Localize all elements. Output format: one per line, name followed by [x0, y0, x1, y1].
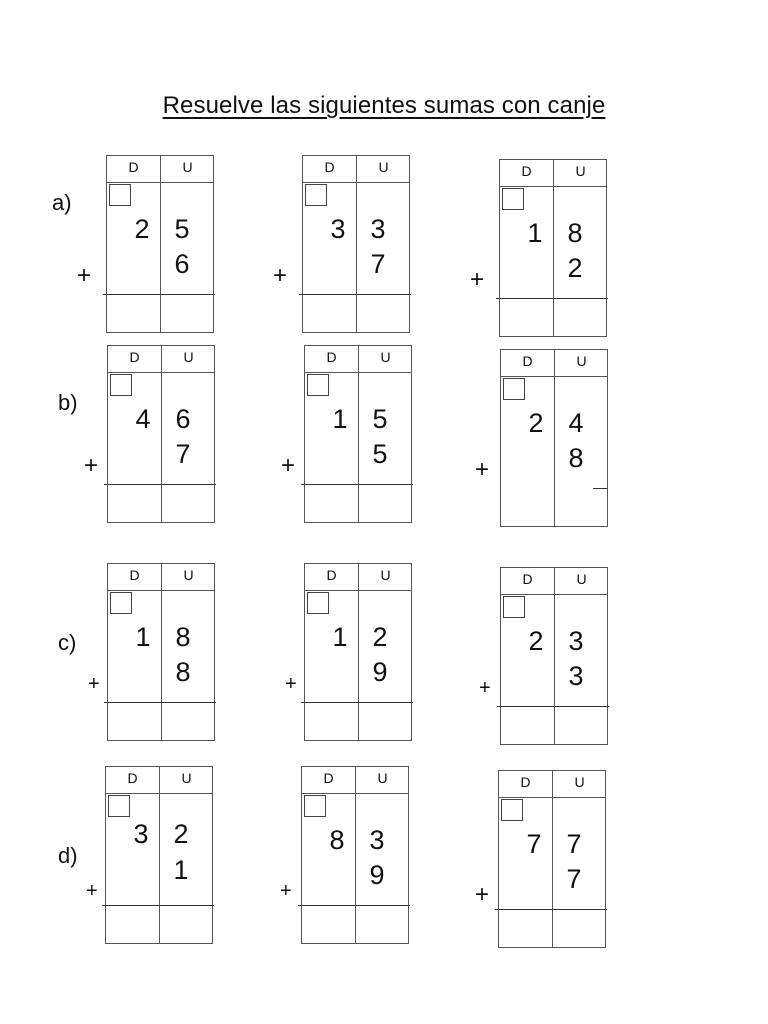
sum-line — [496, 298, 608, 299]
plus-sign: + — [475, 881, 490, 908]
top-units-digit: 4 — [568, 408, 584, 438]
units-header: U — [574, 774, 585, 790]
column-divider — [161, 564, 162, 740]
sum-line — [102, 905, 214, 906]
bottom-units-digit: 7 — [370, 249, 386, 279]
plus-sign: + — [285, 673, 297, 695]
top-tens-digit: 4 — [135, 404, 151, 434]
top-units-digit: 6 — [175, 404, 191, 434]
carry-box[interactable] — [501, 799, 523, 821]
top-units-digit: 3 — [568, 626, 584, 656]
column-divider — [552, 771, 553, 947]
row-label-b: b) — [58, 390, 78, 415]
addition-problem-d2 — [280, 766, 409, 944]
page-title: Resuelve las siguientes sumas con canje — [162, 92, 606, 119]
sum-line — [299, 294, 411, 295]
addition-problem-d3 — [475, 770, 606, 948]
carry-box[interactable] — [304, 795, 326, 817]
addition-problem-c2 — [285, 563, 412, 741]
top-tens-digit: 2 — [528, 626, 544, 656]
bottom-units-digit: 7 — [175, 439, 191, 469]
sum-line — [298, 905, 410, 906]
tens-header: D — [129, 567, 140, 583]
top-tens-digit: 1 — [332, 622, 348, 652]
carry-box[interactable] — [503, 378, 525, 400]
sum-line — [497, 706, 609, 707]
plus-sign: + — [479, 677, 491, 699]
top-units-digit: 2 — [173, 819, 189, 849]
top-units-digit: 2 — [372, 622, 388, 652]
column-divider — [161, 346, 162, 522]
units-header: U — [377, 770, 388, 786]
bottom-units-digit: 8 — [568, 443, 584, 473]
top-tens-digit: 7 — [526, 829, 542, 859]
addition-problem-c3 — [479, 567, 608, 745]
tens-header: D — [127, 770, 138, 786]
row-label-d: d) — [58, 843, 78, 868]
addition-problem-a1 — [77, 155, 214, 333]
addition-problem-b3 — [475, 349, 608, 527]
top-tens-digit: 8 — [329, 825, 345, 855]
tens-header: D — [323, 770, 334, 786]
column-divider — [355, 767, 356, 943]
plus-sign: + — [470, 266, 485, 293]
addition-problem-a3 — [470, 159, 607, 337]
units-header: U — [183, 349, 194, 365]
sum-line — [593, 488, 607, 489]
units-header: U — [575, 163, 586, 179]
addition-problem-c1 — [88, 563, 215, 741]
carry-box[interactable] — [305, 184, 327, 206]
sum-line — [103, 294, 215, 295]
carry-box[interactable] — [502, 188, 524, 210]
bottom-units-digit: 7 — [566, 864, 582, 894]
top-units-digit: 3 — [370, 214, 386, 244]
tens-header: D — [522, 353, 533, 369]
top-units-digit: 8 — [567, 218, 583, 248]
carry-box[interactable] — [110, 374, 132, 396]
tens-header: D — [128, 159, 139, 175]
tens-header: D — [129, 349, 140, 365]
top-units-digit: 8 — [175, 622, 191, 652]
top-units-digit: 5 — [174, 214, 190, 244]
bottom-units-digit: 3 — [568, 661, 584, 691]
column-divider — [159, 767, 160, 943]
units-header: U — [576, 353, 587, 369]
bottom-units-digit: 1 — [173, 855, 189, 885]
tens-header: D — [521, 163, 532, 179]
top-tens-digit: 3 — [330, 214, 346, 244]
tens-header: D — [326, 349, 337, 365]
plus-sign: + — [88, 673, 100, 695]
units-header: U — [182, 159, 193, 175]
carry-box[interactable] — [108, 795, 130, 817]
carry-box[interactable] — [503, 596, 525, 618]
column-divider — [553, 160, 554, 336]
bottom-units-digit: 6 — [174, 249, 190, 279]
top-tens-digit: 2 — [528, 408, 544, 438]
bottom-units-digit: 9 — [372, 657, 388, 687]
top-units-digit: 7 — [566, 829, 582, 859]
sum-line — [104, 484, 216, 485]
column-divider — [160, 156, 161, 332]
carry-box[interactable] — [307, 592, 329, 614]
top-units-digit: 3 — [369, 825, 385, 855]
plus-sign: + — [273, 262, 288, 289]
bottom-units-digit: 9 — [369, 860, 385, 890]
column-divider — [356, 156, 357, 332]
tens-header: D — [520, 774, 531, 790]
tens-header: D — [326, 567, 337, 583]
plus-sign: + — [86, 880, 98, 902]
column-divider — [554, 350, 555, 526]
top-tens-digit: 1 — [135, 622, 151, 652]
carry-box[interactable] — [110, 592, 132, 614]
units-header: U — [380, 567, 391, 583]
row-label-c: c) — [58, 630, 77, 655]
addition-problem-b2 — [281, 345, 412, 523]
plus-sign: + — [77, 262, 92, 289]
top-tens-digit: 1 — [527, 218, 543, 248]
units-header: U — [378, 159, 389, 175]
carry-box[interactable] — [307, 374, 329, 396]
top-tens-digit: 3 — [133, 819, 149, 849]
plus-sign: + — [84, 452, 99, 479]
top-tens-digit: 1 — [332, 404, 348, 434]
units-header: U — [181, 770, 192, 786]
column-divider — [554, 568, 555, 744]
addition-problem-d1 — [86, 766, 213, 944]
sum-line — [104, 702, 216, 703]
bottom-units-digit: 5 — [372, 439, 388, 469]
sum-line — [301, 702, 413, 703]
units-header: U — [183, 567, 194, 583]
row-label-a: a) — [52, 190, 72, 215]
sum-line — [495, 909, 607, 910]
bottom-units-digit: 2 — [567, 253, 583, 283]
column-divider — [358, 346, 359, 522]
units-header: U — [380, 349, 391, 365]
addition-problem-a2 — [273, 155, 410, 333]
column-divider — [358, 564, 359, 740]
top-tens-digit: 2 — [134, 214, 150, 244]
plus-sign: + — [281, 452, 296, 479]
tens-header: D — [324, 159, 335, 175]
units-header: U — [576, 571, 587, 587]
carry-box[interactable] — [109, 184, 131, 206]
sum-line — [301, 484, 413, 485]
tens-header: D — [522, 571, 533, 587]
top-units-digit: 5 — [372, 404, 388, 434]
addition-problem-b1 — [84, 345, 215, 523]
bottom-units-digit: 8 — [175, 657, 191, 687]
plus-sign: + — [475, 456, 490, 483]
plus-sign: + — [280, 880, 292, 902]
